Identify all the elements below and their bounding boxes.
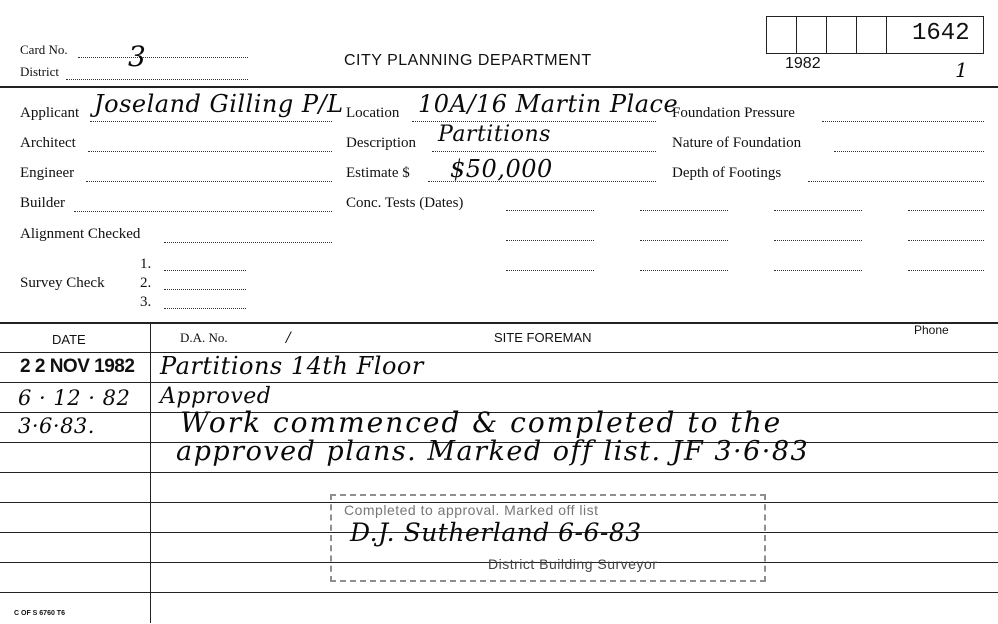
applicant-value: Joseland Gilling P/L — [94, 90, 344, 118]
conc-line — [908, 240, 984, 241]
description-label: Description — [346, 135, 416, 151]
card-number: 1642 — [912, 20, 970, 47]
number-box-2 — [796, 16, 827, 54]
description-value: Partitions — [438, 122, 551, 147]
log-rule — [0, 352, 998, 353]
conc-line — [774, 210, 862, 211]
log-date-2: 6 · 12 · 82 — [18, 386, 131, 410]
engineer-line — [86, 181, 332, 182]
builder-label: Builder — [20, 195, 65, 211]
foundation-pressure-label: Foundation Pressure — [672, 105, 795, 121]
card-no-label: Card No. — [20, 42, 68, 57]
card-suffix: 1 — [955, 58, 969, 82]
conc-line — [640, 270, 728, 271]
conc-tests-label: Conc. Tests (Dates) — [346, 195, 464, 211]
applicant-label: Applicant — [20, 105, 80, 121]
conc-line — [640, 210, 728, 211]
depth-of-footings-line — [808, 181, 984, 182]
card-no-value: 3 — [128, 40, 147, 73]
survey-item-3: 3. — [140, 294, 152, 310]
survey-line-2 — [164, 289, 246, 290]
number-box-4 — [856, 16, 887, 54]
log-date-3: 3·6·83. — [18, 414, 95, 438]
log-rule — [0, 472, 998, 473]
foundation-pressure-line — [822, 121, 984, 122]
phone-header: Phone — [914, 323, 949, 337]
alignment-label: Alignment Checked — [20, 226, 141, 242]
estimate-value: $50,000 — [450, 155, 553, 183]
number-box-3 — [826, 16, 857, 54]
conc-line — [506, 240, 594, 241]
stamp-signature: D.J. Sutherland 6-6-83 — [350, 518, 642, 547]
log-text-1: Partitions 14th Floor — [160, 352, 424, 380]
location-label: Location — [346, 105, 400, 121]
date-column-divider — [150, 323, 151, 623]
number-box-1 — [766, 16, 797, 54]
depth-of-footings-label: Depth of Footings — [672, 165, 782, 181]
alignment-line — [164, 242, 332, 243]
engineer-label: Engineer — [20, 165, 75, 181]
district-line — [66, 79, 248, 80]
survey-label: Survey Check — [20, 275, 105, 291]
year-label: 1982 — [785, 55, 821, 72]
nature-of-foundation-line — [834, 151, 984, 152]
department-title: CITY PLANNING DEPARTMENT — [344, 52, 592, 69]
card-no-line — [78, 57, 248, 58]
log-rule — [0, 382, 998, 383]
conc-line — [506, 270, 594, 271]
da-no-header: D.A. No. — [180, 330, 228, 345]
conc-line — [774, 240, 862, 241]
estimate-label: Estimate $ — [346, 165, 410, 181]
log-date-1: 2 2 NOV 1982 — [20, 356, 135, 377]
survey-item-2: 2. — [140, 275, 152, 291]
header-divider — [0, 86, 998, 88]
da-no-mark: / — [286, 330, 292, 346]
conc-line — [506, 210, 594, 211]
survey-item-1: 1. — [140, 256, 152, 272]
survey-line-3 — [164, 308, 246, 309]
survey-line-1 — [164, 270, 246, 271]
nature-of-foundation-label: Nature of Foundation — [672, 135, 802, 151]
stamp-line-1: Completed to approval. Marked off list — [344, 502, 599, 518]
log-rule — [0, 592, 998, 593]
conc-line — [640, 240, 728, 241]
conc-line — [908, 270, 984, 271]
date-header: DATE — [52, 332, 86, 347]
description-line — [432, 151, 656, 152]
log-text-4: approved plans. Marked off list. JF 3·6·83 — [176, 436, 810, 467]
conc-line — [774, 270, 862, 271]
log-text-3: Work commenced & completed to the — [180, 406, 783, 439]
applicant-line — [90, 121, 332, 122]
form-code: C OF S 6760 T6 — [14, 610, 65, 617]
architect-label: Architect — [20, 135, 76, 151]
log-text-2: Approved — [160, 384, 272, 409]
builder-line — [74, 211, 332, 212]
location-value: 10A/16 Martin Place — [418, 90, 679, 118]
district-label: District — [20, 64, 59, 79]
architect-line — [88, 151, 332, 152]
conc-line — [908, 210, 984, 211]
site-foreman-header: SITE FOREMAN — [494, 330, 592, 345]
stamp-line-2: District Building Surveyor — [488, 556, 658, 572]
